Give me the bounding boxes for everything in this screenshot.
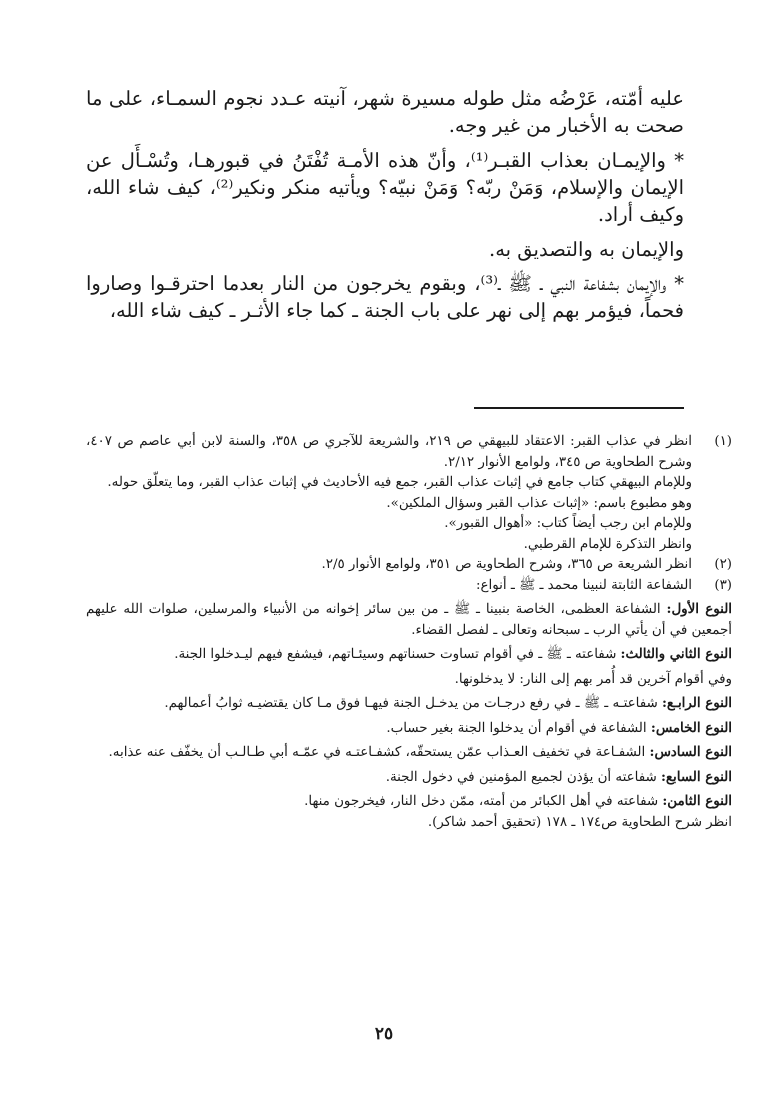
footnote-number: (٣) [714,577,732,593]
footnote-3 [86,576,732,597]
footnote-body [86,576,692,597]
footnote-source: انظر شرح الطحاوية ص١٧٤ ـ ١٧٨ (تحقيق أحمد شاكر). [427,814,732,830]
intercession-kind [86,767,732,789]
kind-text: الشفاعة العظمى، الخاصة بنبينا ـ ﷺ ـ من بين سائر إخوانه من الأنبياء والمرسلين، صلوات الله عليهم أجمعين في أن يأتي الرب ـ سبحانه وتعالى ـ لفصل القضاء. [86,602,732,638]
paragraph-hawd: عليه أمّته، عَرْضُه مثل طوله مسيرة شهر، آنيته عـدد نجوم السمـاء، على ما صحت به الأخبار من غير وجه. [86,87,684,137]
footnote-line: وهو مطبوع باسم: «إثبات عذاب القبر وسؤال الملكين». [386,495,692,511]
kind-label: النوع السابع: [660,768,732,785]
kind-label: النوع الخامس: [650,719,732,736]
kind-label: النوع الثامن: [662,793,732,809]
kind-label: النوع الثاني والثالث: [620,646,732,662]
page-number: ٢٥ [374,1024,394,1044]
footnote-body [86,432,692,555]
intercession-kinds [86,599,732,833]
kind-text: شفاعتـه ـ ﷺ ـ في رفع درجـات من يدخـل الجنة فيهـا فوق مـا كان يقتضيـه ثوابُ أعمالهم. [164,696,662,711]
footnote-1 [86,432,732,555]
footnote-body [86,555,692,576]
footnote-line: انظر في عذاب القبر: الاعتقاد للبيهقي ص ٢١٩، والشريعة للآجري ص ٣٥٨، والسنة لابن أبي عاصم ص ٤٠٧، وشرح الطحاوية ص ٣٤٥، ولوامع الأنوار ٢/١٢. [86,434,692,470]
footnote-line: وانظر التذكرة للإمام القرطبي. [523,536,692,552]
footnotes [86,432,732,833]
kind-text: شفاعته ـ ﷺ ـ في أقوام تساوت حسناتهم وسيئـاتهم، فيشفع فيهم ليـدخلوا الجنة. [174,647,621,662]
intercession-kind [86,791,732,813]
footnote-number: (٢) [714,557,732,572]
intercession-kind [86,718,732,740]
main-text [86,86,684,333]
kind-text: شفاعته في أهل الكبائر من أمته، ممّن دخل النار، فيخرجون منها. [304,794,663,809]
footnote-separator [474,407,684,409]
kind-text: الشفاعة في أقوام أن يدخلوا الجنة بغير حساب. [386,720,651,736]
kind-label: النوع الرابـع: [661,695,732,711]
footnote-line: وللإمام ابن رجب أيضاً كتاب: «أهوال القبور». [444,516,692,531]
intercession-kind [86,644,732,666]
footnote-line: وللإمام البيهقي كتاب جامع في إثبات عذاب القبر، جمع فيه الأحاديث في إثبات عذاب القبر، وما يتعلّق حوله. [107,475,692,490]
intercession-kind [86,742,732,764]
kind-text: الشفـاعة في تخفيف العـذاب عمّن يستحقّه، كشفـاعتـه في عمّـه أبي طـالـب أن يخفّف عنه عذابه. [108,745,650,760]
paragraph-intercession: * والإيمان بشفاعة النبي ـ ﷺ ـ⁽³⁾، وبقوم يخرجون من النار بعدما احترقـوا وصاروا فحماً، فيؤمر بهم إلى نهر على باب الجنة ـ كما جاء الأثـر ـ كيف شاء الله، [86,272,684,323]
footnote-number: (١) [714,434,732,449]
kind-text: وفي أقوام آخرين قد أُمر بهم إلى النار: لا يدخلونها. [454,671,732,687]
footnote-line: الشفاعة الثابتة لنبينا محمد ـ ﷺ ـ أنواع: [476,577,692,593]
paragraph-belief-affirmation: والإيمان به والتصديق به. [489,237,684,261]
kind-label: النوع الأول: [666,601,732,617]
intercession-kind [86,669,732,691]
kind-label: النوع السادس: [649,744,732,760]
kind-text: شفاعته أن يؤذن لجميع المؤمنين في دخول الجنة. [385,769,661,785]
footnote-2 [86,555,732,576]
intercession-kind [86,693,732,715]
intercession-kind [86,599,732,641]
footnote-line: انظر الشريعة ص ٣٦٥، وشرح الطحاوية ص ٣٥١، ولوامع الأنوار ٢/٥. [321,557,692,572]
paragraph-grave-punishment: * والإيمـان بعذاب القبـر⁽¹⁾، وأنّ هذه الأمـة تُفْتَنُ في قبورهـا، وتُسْـأَل عن الإيمان والإسلام، وَمَنْ ربّه؟ وَمَنْ نبيّه؟ ويأتيه منكر ونكير⁽²⁾، كيف شاء الله، وكيف أراد. [86,148,684,226]
